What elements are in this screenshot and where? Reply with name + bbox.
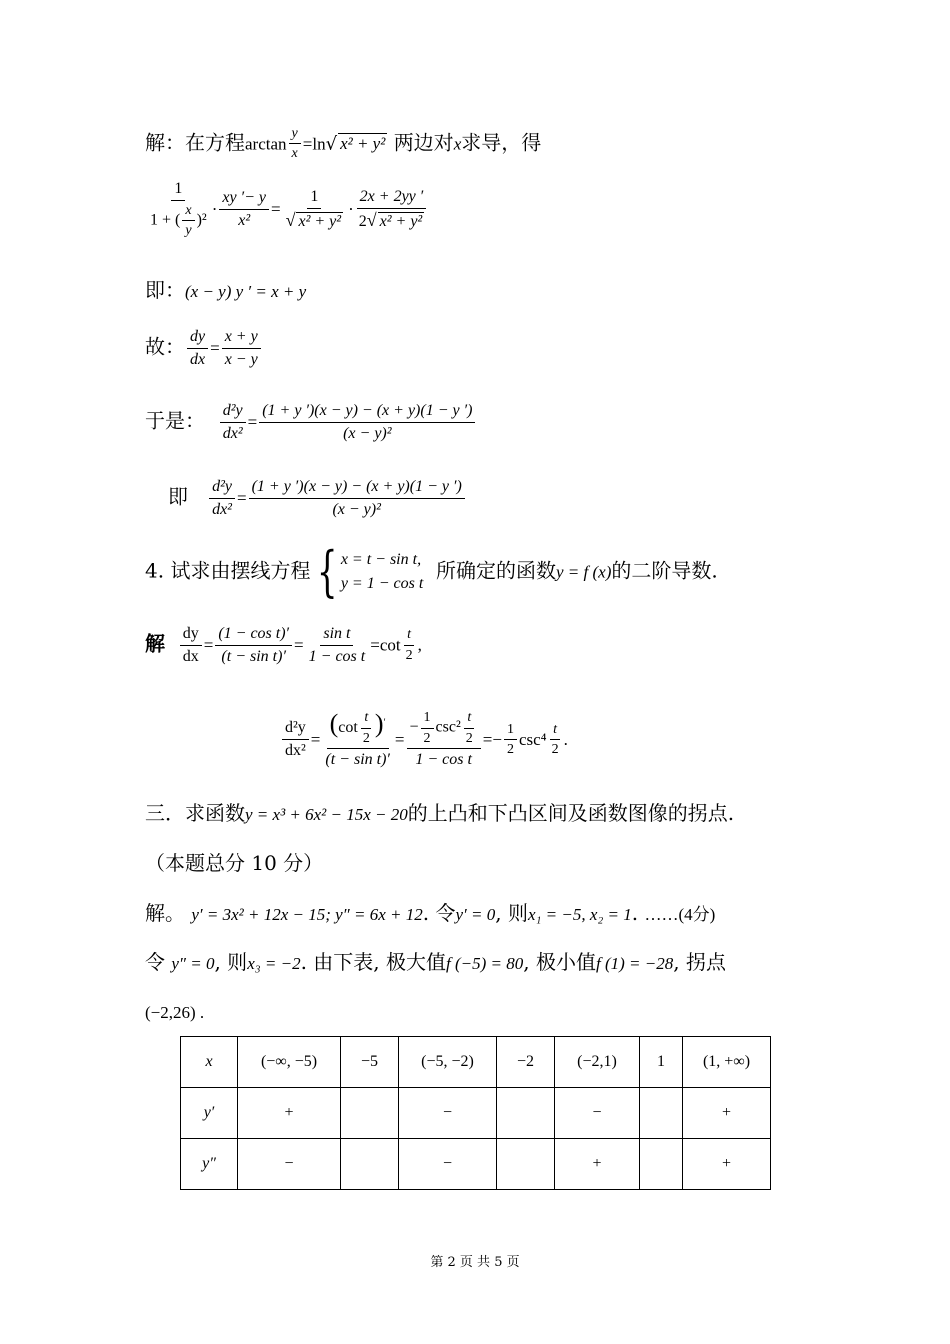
fraction-1-over-sqrt: $\frac{1}{\text{√ x² + y²}}$: [285, 188, 342, 230]
gu-line: 故： $\frac{dy}{dx}$ = $\frac{x + y}{x - y}$: [145, 328, 263, 368]
table-cell: −: [555, 1088, 640, 1139]
cycloid-system: { x = t − sin t, y = 1 − cos t: [317, 540, 424, 603]
fraction-1-over-1-plus: 1 1 + ( $\frac{x}{y}$ )²: [150, 180, 207, 238]
implicit-equation: (x − y) y ′ = x + y: [185, 282, 307, 301]
table-cell: +: [238, 1088, 341, 1139]
table-cell: +: [683, 1088, 771, 1139]
table-cell: [640, 1088, 683, 1139]
arctan-label: arctan: [245, 134, 287, 154]
table-cell: −: [238, 1139, 341, 1190]
section-3-solution-1: 解。 y′ = 3x² + 12x − 15; y″ = 6x + 12. 令y′ = 0, 则x₁ = −5, x₂ = 1. ……(4分): [145, 901, 716, 925]
table-row-y-prime: [181, 1088, 771, 1139]
q4-second-derivative: $\frac{\text{d²y}}{\text{dx²}}$ = (cot $\frac{t}{2}$ )′ (t − sin t)′ = − $\frac{1}{2}$ csc² $\frac{t}{2}$ 1 − cos t =− $\frac{1}{2}$ csc⁴ $\frac{t}{2}$ .: [280, 710, 568, 769]
ji2-line: 即 $\frac{\text{d²y}}{\text{dx²}}$ = $\frac{(1 + y ')(x - y) - (x + y)(1 - y ')}{\text{(x − y)²}}$: [168, 478, 467, 518]
sqrt-radicand: x² + y²: [340, 134, 386, 154]
table-cell: [497, 1088, 555, 1139]
second-deriv-right-2: $\frac{(1 + y ')(x - y) - (x + y)(1 - y ')}{\text{(x − y)²}}$: [249, 478, 465, 518]
inflection-point: (−2,26) .: [145, 1003, 205, 1022]
table-cell: (−5, −2): [399, 1037, 497, 1088]
jie-bold-label: 解: [145, 631, 165, 656]
intro-text-a: 解：在方程: [145, 130, 245, 155]
table-cell: (1, +∞): [683, 1037, 771, 1088]
ln-label: ln: [312, 134, 326, 154]
q4-first-derivative: 解 $\frac{dy}{dx}$ = $\frac{\text{(1 − cos t)′}}{\text{(t − sin t)′}}$ = $\frac{\text{sin t}}{\text{1 − cos t}}$ =cot $\frac{t}{2}$ ,: [145, 625, 422, 665]
table-row-y-double-prime: [181, 1139, 771, 1190]
intro-text-b: 两边对: [393, 130, 454, 155]
sign-table: [180, 1036, 771, 1190]
second-deriv-right: $\frac{(1 + y ')(x - y) - (x + y)(1 - y ')}{\text{(x − y)²}}$: [259, 402, 475, 442]
table-cell: (−∞, −5): [238, 1037, 341, 1088]
solution-intro-line: 解：在方程arctan $\frac{y}{x}$ =ln√ x² + y² 两边对x求导，得: [145, 126, 542, 162]
table-cell: −: [399, 1088, 497, 1139]
second-deriv-left-2: $\frac{\text{d²y}}{\text{dx²}}$: [209, 478, 235, 518]
ji-line: 即：(x − y) y ′ = x + y: [145, 278, 307, 302]
table-cell: [341, 1088, 399, 1139]
section-3-score: （本题总分 10 分）: [145, 851, 324, 875]
question-4: 4. 试求由摆线方程 { x = t − sin t, y = 1 − cos t 所确定的函数y = f (x)的二阶导数.: [145, 540, 718, 603]
section-3-heading: 三．求函数y = x³ + 6x² − 15x − 20的上凸和下凸区间及函数图像的拐点.: [145, 801, 735, 825]
intro-text-c: 求导，得: [461, 130, 542, 155]
table-cell: (−2,1): [555, 1037, 640, 1088]
table-cell: +: [683, 1139, 771, 1190]
dy-dx-fraction: $\frac{dy}{dx}$: [187, 328, 208, 368]
table-cell: −2: [497, 1037, 555, 1088]
table-cell: 1: [640, 1037, 683, 1088]
table-cell: [341, 1139, 399, 1190]
table-cell: x: [181, 1037, 238, 1088]
second-deriv-left: $\frac{\text{d²y}}{\text{dx²}}$: [220, 402, 246, 442]
table-cell: y″: [181, 1139, 238, 1190]
fraction-xyprime: $\frac{xy '- y}{\text{x²}}$: [219, 189, 269, 229]
fraction-2x-plus: $\frac{2x + 2yy '}{\text{2√ x² + y²}}$: [356, 188, 427, 230]
table-cell: −5: [341, 1037, 399, 1088]
xpy-over-xmy: $\frac{x + y}{x - y}$: [222, 328, 261, 368]
y-over-x-fraction: $\frac{y}{x}$: [289, 126, 301, 162]
differentiated-equation: 1 1 + ( $\frac{x}{y}$ )² · $\frac{xy '- y}{\text{x²}}$ = $\frac{1}{\text{√ x² + y²}}$ · $\frac{2x + 2yy '}{\text{2√ x² + y²}}$: [145, 180, 429, 238]
table-cell: [640, 1139, 683, 1190]
table-cell: y′: [181, 1088, 238, 1139]
table-cell: [497, 1139, 555, 1190]
table-cell: −: [399, 1139, 497, 1190]
page-footer: 第 2 页 共 5 页: [430, 1255, 520, 1270]
section-3-solution-2: 令 y″ = 0, 则x₃ = −2. 由下表, 极大值f (−5) = 80, 极小值f (1) = −28, 拐点: [145, 950, 726, 974]
table-cell: +: [555, 1139, 640, 1190]
table-row-x: [181, 1037, 771, 1088]
yushi-line: 于是： $\frac{\text{d²y}}{\text{dx²}}$ = $\frac{(1 + y ')(x - y) - (x + y)(1 - y ')}{\text{(x − y)²}}$: [145, 402, 477, 442]
sqrt-sign: √: [325, 133, 338, 155]
